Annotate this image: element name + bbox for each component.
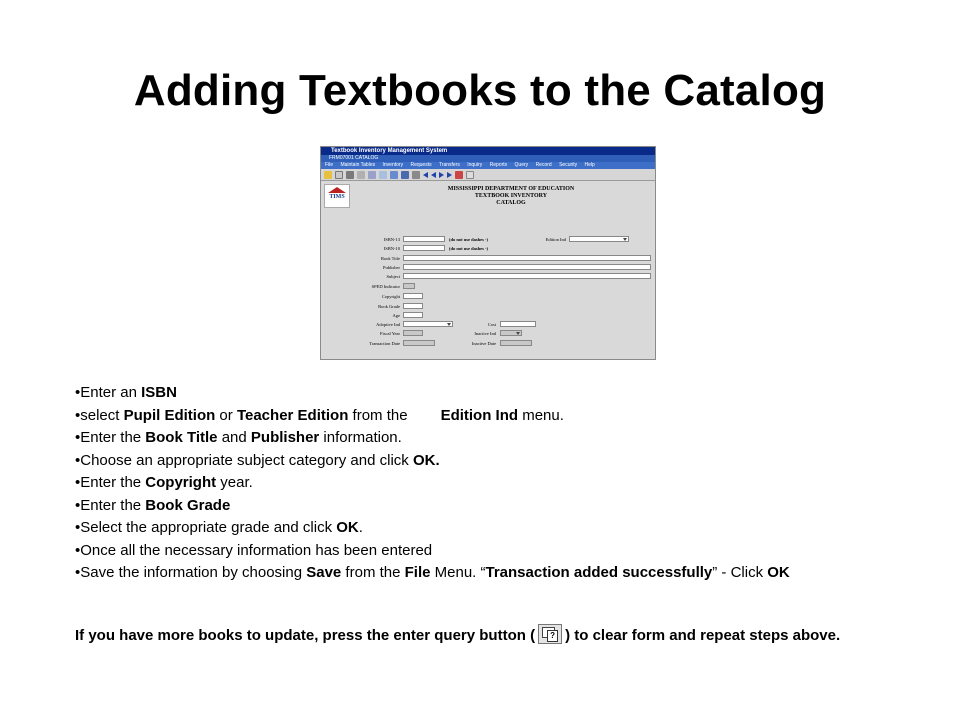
menu-inquiry[interactable]: Inquiry	[467, 162, 483, 168]
label-copyright: Copyright	[381, 294, 400, 299]
instruction-3	[75, 427, 935, 450]
text: •Enter the	[75, 429, 146, 446]
text: •Save the information by choosing	[75, 564, 307, 581]
final-note-after: ) to clear form and repeat steps above.	[565, 627, 841, 644]
last-record-icon[interactable]	[447, 172, 452, 178]
app-form	[321, 181, 655, 360]
inactive-ind-select[interactable]	[500, 330, 522, 336]
menu-requests[interactable]: Requests	[410, 162, 432, 168]
text: •Enter the	[75, 496, 146, 514]
label-edition-ind: Edition Ind	[545, 237, 566, 242]
label-book-title: Book Title	[380, 256, 400, 261]
menu-maintain-tables[interactable]: Maintain Tables	[340, 162, 376, 168]
text: and	[217, 429, 251, 446]
age-input[interactable]	[403, 312, 423, 318]
cost-input[interactable]	[500, 321, 536, 327]
isbn10-input[interactable]	[403, 245, 445, 251]
app-toolbar	[321, 169, 655, 181]
text: .	[358, 519, 363, 536]
text-bold: OK	[767, 564, 790, 581]
header-line-3: CATALOG	[496, 200, 526, 206]
instruction-4	[75, 450, 935, 473]
menu-help[interactable]: Help	[584, 162, 595, 168]
label-subject: Subject	[386, 274, 400, 279]
text-bold: File	[404, 564, 431, 581]
header-line-2: TEXTBOOK INVENTORY	[474, 193, 548, 199]
label-fiscal-year: Fiscal Year	[380, 331, 400, 336]
instruction-8: •Once all the necessary information has been entered	[75, 541, 433, 559]
instruction-2	[75, 405, 935, 428]
execute-query-icon[interactable]	[401, 171, 409, 179]
inactive-date-input[interactable]	[500, 340, 532, 346]
sped-indicator-input[interactable]	[403, 283, 415, 289]
app-window-title: Textbook Inventory Management System	[321, 147, 655, 155]
text: year.	[216, 474, 253, 491]
label-sped: SPED Indicator	[371, 284, 400, 289]
label-inactive-date: Inactive Date	[471, 341, 496, 346]
tims-logo	[324, 184, 350, 208]
text: ” - Click	[712, 564, 768, 581]
logo-roof-icon	[328, 187, 346, 193]
save-icon[interactable]	[324, 171, 332, 179]
text: menu.	[518, 406, 564, 424]
text-bold: Transaction added successfully	[485, 564, 713, 581]
text: from the	[348, 406, 408, 424]
label-inactive-ind: Inactive Ind	[474, 331, 496, 336]
label-transaction-date: Transaction Date	[369, 341, 400, 346]
publisher-input[interactable]	[403, 264, 651, 270]
text-bold: Publisher	[250, 429, 320, 446]
menu-transfers[interactable]: Transfers	[438, 162, 460, 168]
delete-record-icon[interactable]	[455, 171, 463, 179]
text-bold: ISBN	[141, 384, 177, 401]
text-bold: Pupil Edition	[123, 406, 216, 424]
label-publisher: Publisher	[382, 265, 400, 270]
print-icon[interactable]	[346, 171, 354, 179]
text: from the	[341, 564, 405, 581]
text: •select	[75, 406, 124, 424]
paste-icon[interactable]	[379, 171, 387, 179]
text: •Enter the	[75, 474, 146, 491]
text: or	[215, 406, 237, 424]
instruction-5	[75, 472, 935, 495]
next-record-icon[interactable]	[439, 172, 444, 178]
label-adoptive-ind: Adoptive Ind	[376, 322, 400, 327]
label-book-grade: Book Grade	[378, 304, 400, 309]
text: •Enter an	[75, 384, 142, 401]
enter-query-icon[interactable]	[390, 171, 398, 179]
logo-text: TIMS	[329, 194, 345, 200]
help-icon[interactable]	[466, 171, 474, 179]
instruction-7	[75, 517, 935, 540]
isbn10-note: (do not use dashes -)	[449, 246, 489, 251]
edition-ind-select[interactable]	[569, 236, 629, 242]
text-bold: Save	[306, 564, 342, 581]
subject-input[interactable]	[403, 273, 651, 279]
instruction-6	[75, 495, 935, 518]
menu-file[interactable]: File	[325, 162, 334, 168]
menu-security[interactable]: Security	[559, 162, 578, 168]
menu-reports[interactable]: Reports	[489, 162, 508, 168]
book-title-input[interactable]	[403, 255, 651, 261]
instruction-9	[75, 562, 905, 585]
text-bold: OK	[336, 519, 359, 536]
text-bold: OK.	[412, 451, 440, 469]
menu-record[interactable]: Record	[535, 162, 552, 168]
text-bold: Edition Ind	[440, 406, 519, 424]
chevron-down-icon	[516, 332, 520, 335]
final-note-before: If you have more books to update, press the enter query button (	[75, 627, 536, 644]
text: •Select the appropriate grade and click	[75, 519, 337, 536]
instruction-1	[75, 382, 935, 405]
book-grade-input[interactable]	[403, 303, 423, 309]
instructions-list	[75, 382, 935, 585]
form-header	[411, 186, 611, 207]
isbn13-input[interactable]	[403, 236, 445, 242]
header-line-1: MISSISSIPPI DEPARTMENT OF EDUCATION	[447, 186, 575, 192]
text-bold: Teacher Edition	[236, 406, 349, 424]
copyright-input[interactable]	[403, 293, 423, 299]
text: •Choose an appropriate subject category and click	[75, 451, 413, 469]
previous-record-icon[interactable]	[431, 172, 436, 178]
text: Menu. “	[430, 564, 486, 581]
label-isbn13: ISBN-13	[383, 237, 400, 242]
app-screenshot	[320, 146, 656, 360]
text-bold: Book Title	[145, 429, 218, 446]
app-menubar	[321, 162, 655, 169]
menu-query[interactable]: Query	[514, 162, 529, 168]
label-age: Age	[392, 313, 400, 318]
text-bold: Copyright	[145, 474, 217, 491]
slide-title: Adding Textbooks to the Catalog	[133, 66, 827, 115]
text: information.	[319, 429, 402, 446]
copy-icon[interactable]	[368, 171, 376, 179]
menu-inventory[interactable]: Inventory	[382, 162, 404, 168]
isbn13-note: (do not use dashes -)	[449, 237, 489, 242]
chevron-down-icon	[623, 238, 627, 241]
exit-icon[interactable]	[335, 171, 343, 179]
cut-icon[interactable]	[357, 171, 365, 179]
first-record-icon[interactable]	[423, 172, 428, 178]
final-note	[75, 624, 935, 648]
label-isbn10: ISBN-10	[383, 246, 400, 251]
label-cost: Cost	[487, 322, 496, 327]
fiscal-year-input[interactable]	[403, 330, 423, 336]
text-bold: Book Grade	[145, 496, 231, 514]
app-form-id: FRM07001 CATALOG	[321, 155, 655, 162]
enter-query-icon	[538, 624, 562, 644]
cancel-query-icon[interactable]	[412, 171, 420, 179]
